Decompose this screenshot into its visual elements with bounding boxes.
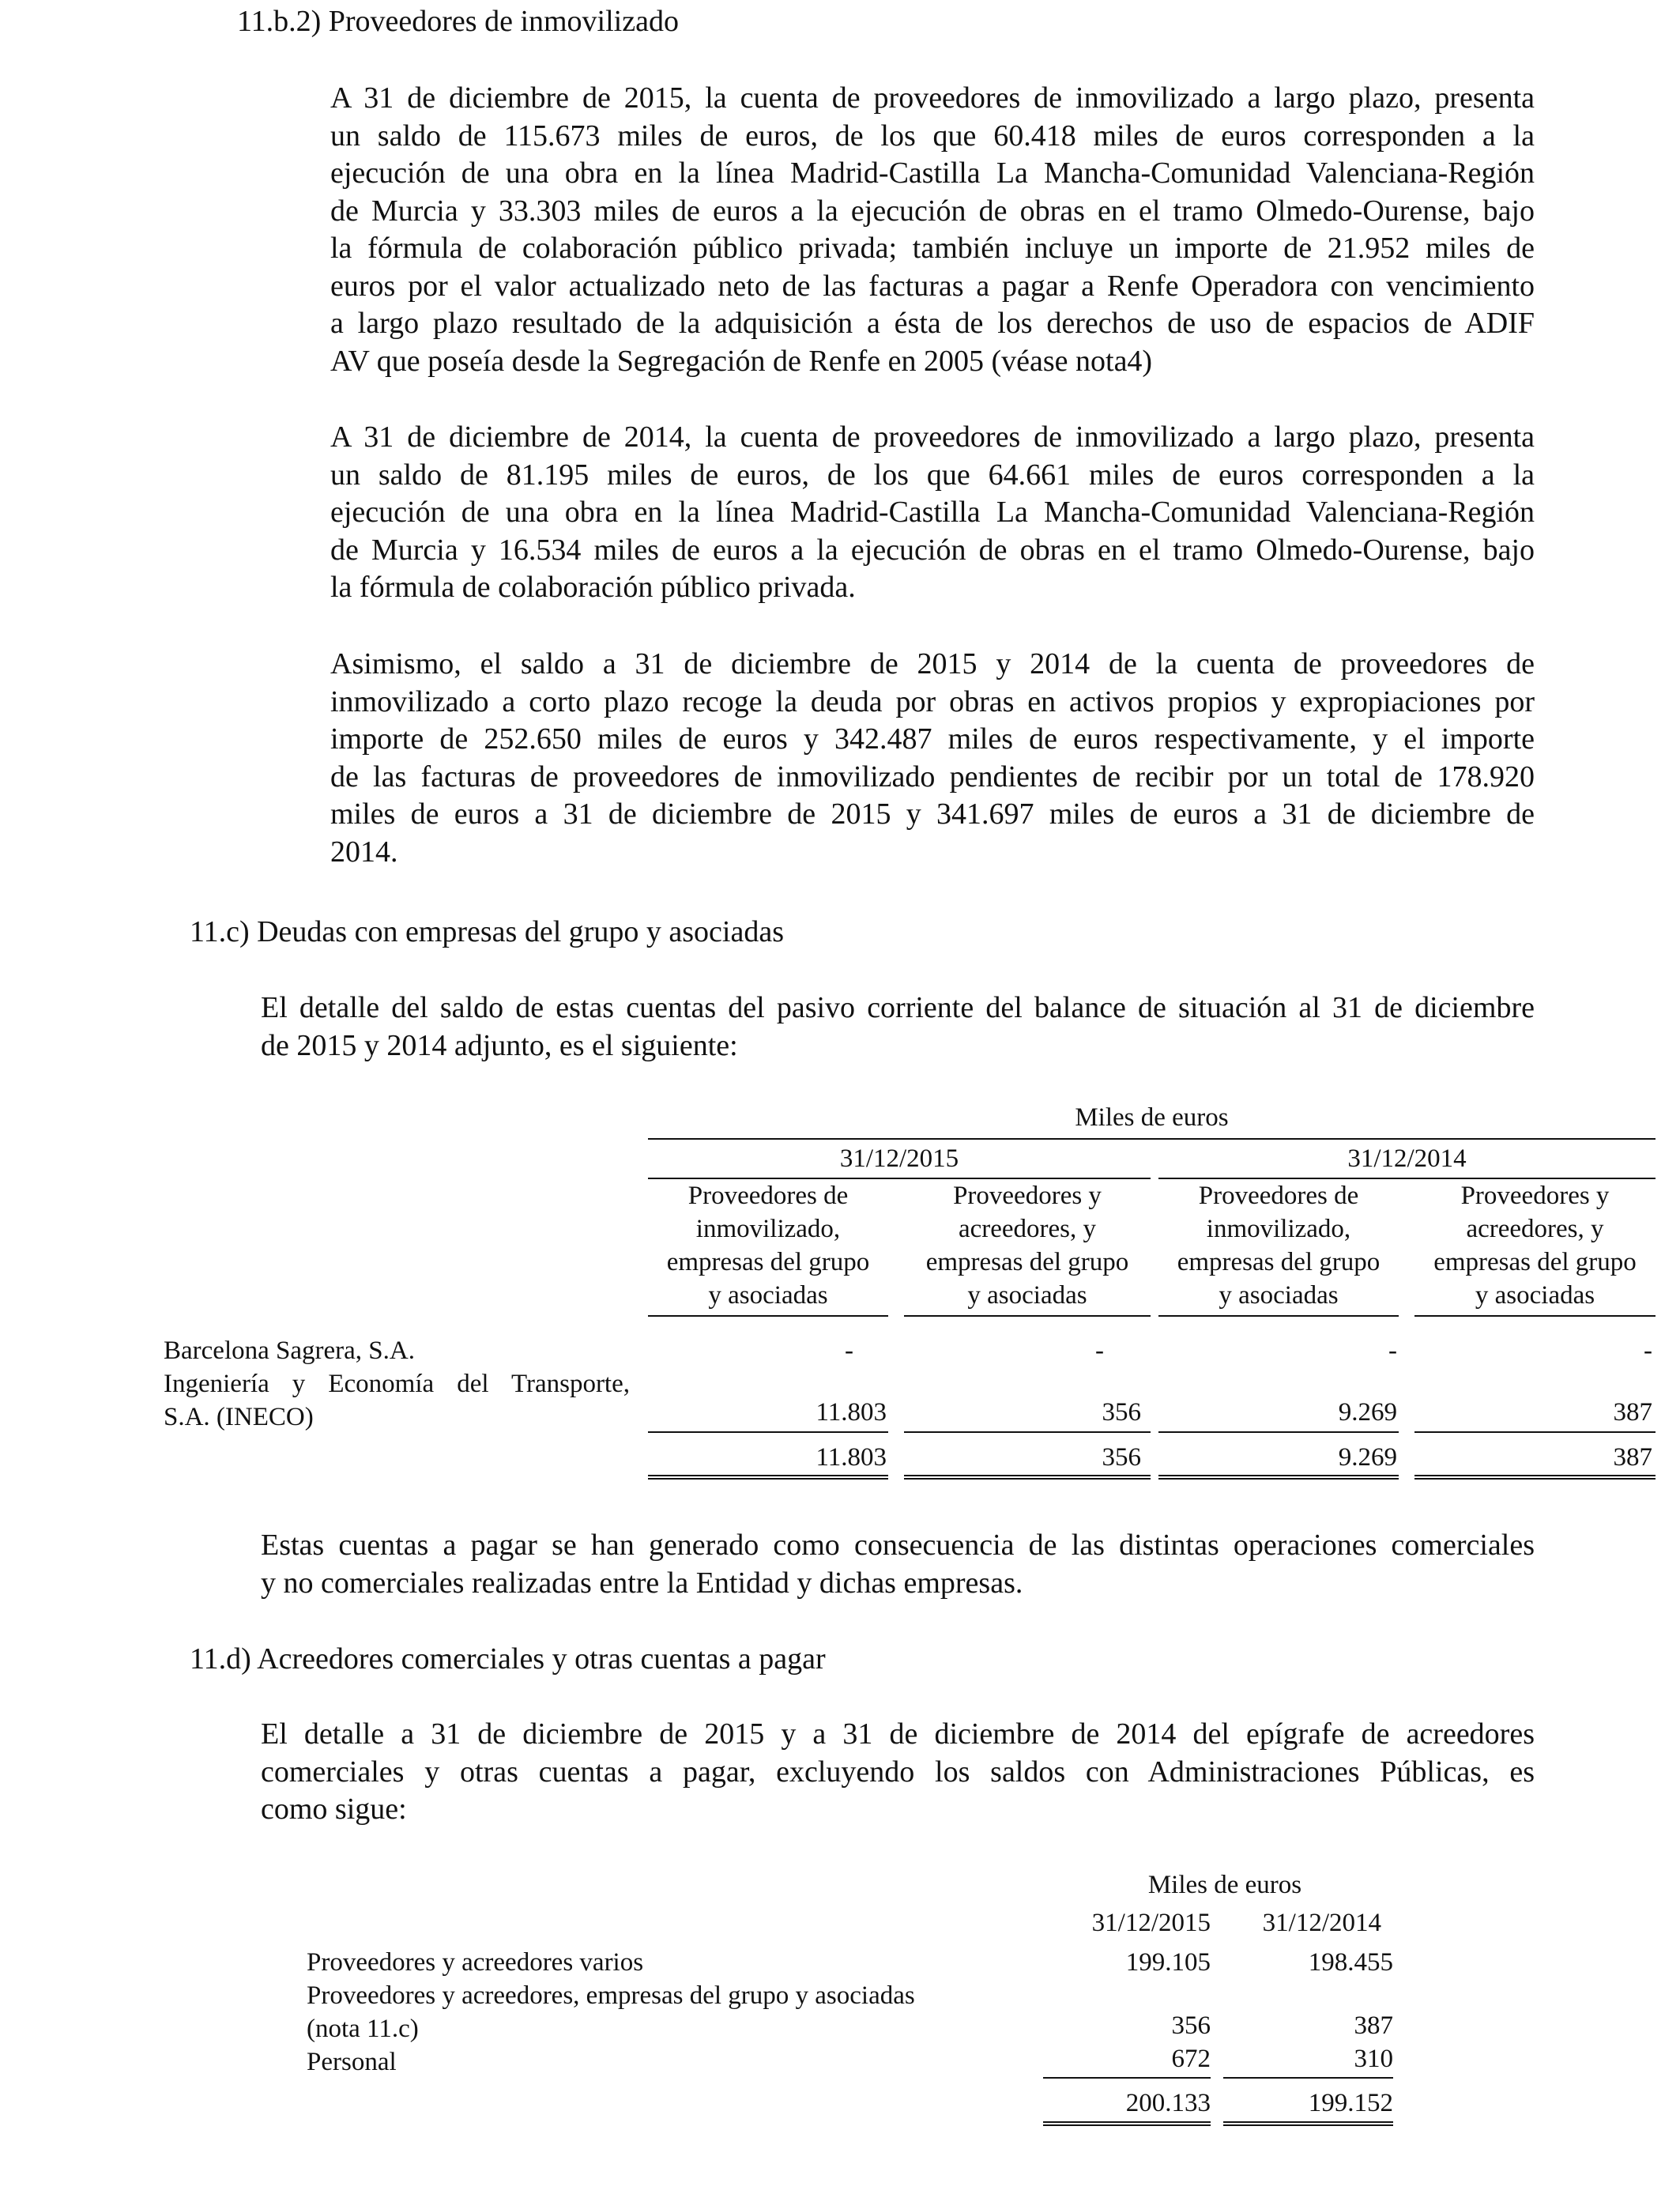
text-line: miles de euros a 31 de diciembre de 2015 y 341.697 miles de euros a 31 de diciembre de xyxy=(330,797,1535,831)
text-line: la fórmula de colaboración público privada. xyxy=(330,571,856,604)
text-line: de las facturas de proveedores de inmovilizado pendientes de recibir por un total de 178.920 xyxy=(330,760,1535,794)
cell-value: 199.105 xyxy=(1125,1948,1211,1977)
col-header-inmovilizado-2014: Proveedores de inmovilizado, empresas del grupo y asociadas xyxy=(1177,1182,1381,1310)
paragraph-b2-2015 xyxy=(330,80,1535,380)
col-rule xyxy=(904,1315,1151,1317)
text-line: como sigue: xyxy=(261,1793,407,1826)
total-double-rule xyxy=(1414,1475,1656,1480)
text-line: comerciales y otras cuentas a pagar, excluyendo los saldos con Administraciones Públicas, es xyxy=(261,1755,1535,1789)
subtotal-rule xyxy=(648,1431,888,1433)
cell-value: - xyxy=(845,1336,853,1365)
year-header-2014: 31/12/2014 xyxy=(1347,1144,1467,1173)
subtotal-rule xyxy=(1158,1431,1399,1433)
unit-header: Miles de euros xyxy=(1075,1103,1229,1132)
text-line: AV que poseía desde la Segregación de Renfe en 2005 (véase nota4) xyxy=(330,344,1153,378)
cell-value: 310 xyxy=(1354,2045,1393,2073)
text-line: a largo plazo resultado de la adquisición a ésta de los derechos de uso de espacios de ADIF xyxy=(330,307,1535,340)
paragraph-b2-2014 xyxy=(330,419,1535,607)
text-line: A 31 de diciembre de 2015, la cuenta de proveedores de inmovilizado a largo plazo, presenta xyxy=(330,81,1535,115)
text-line: A 31 de diciembre de 2014, la cuenta de proveedores de inmovilizado a largo plazo, presenta xyxy=(330,420,1535,454)
text-line: El detalle a 31 de diciembre de 2015 y a 31 de diciembre de 2014 del epígrafe de acreedores xyxy=(261,1717,1535,1751)
subtotal-rule xyxy=(904,1431,1151,1433)
subtotal-rule xyxy=(1043,2077,1211,2079)
cell-value: 356 xyxy=(1102,1398,1141,1427)
cell-value: 387 xyxy=(1354,2011,1393,2040)
paragraph-c-intro xyxy=(261,990,1535,1065)
section-heading-11c: 11.c) Deudas con empresas del grupo y asociadas xyxy=(190,915,785,948)
cell-value: 387 xyxy=(1613,1398,1652,1427)
subtotal-rule xyxy=(1223,2077,1393,2079)
cell-value: - xyxy=(1388,1336,1397,1365)
total-double-rule xyxy=(1158,1475,1399,1480)
col-rule xyxy=(648,1315,888,1317)
paragraph-d-intro xyxy=(261,1716,1535,1829)
text-line: inmovilizado a corto plazo recoge la deuda por obras en activos propios y expropiaciones por xyxy=(330,684,1535,718)
text-line: un saldo de 115.673 miles de euros, de los que 60.418 miles de euros corresponden a la xyxy=(330,119,1535,153)
total-double-rule xyxy=(1223,2121,1393,2126)
row-label: Barcelona Sagrera, S.A. xyxy=(164,1336,415,1365)
total-double-rule xyxy=(904,1475,1151,1480)
subtotal-rule xyxy=(1414,1431,1656,1433)
total-double-rule xyxy=(1043,2121,1211,2126)
paragraph-c-outro xyxy=(261,1527,1535,1602)
row-label: Proveedores y acreedores, empresas del grupo y asociadas xyxy=(307,1981,915,2010)
total-value: 199.152 xyxy=(1308,2089,1393,2117)
text-line: 2014. xyxy=(330,835,398,869)
cell-value: 9.269 xyxy=(1338,1398,1397,1427)
text-line: ejecución de una obra en la línea Madrid-Castilla La Mancha-Comunidad Valenciana-Región xyxy=(330,496,1535,529)
total-double-rule xyxy=(648,1475,888,1480)
cell-value: 356 xyxy=(1171,2011,1211,2040)
total-value: 356 xyxy=(1102,1443,1141,1472)
paragraph-b2-corto-plazo xyxy=(330,646,1535,871)
text-line: la fórmula de colaboración público privada; también incluye un importe de 21.952 miles de xyxy=(330,232,1535,265)
col-rule xyxy=(1158,1315,1399,1317)
year-header-2015: 31/12/2015 xyxy=(1091,1909,1211,1937)
text-line: un saldo de 81.195 miles de euros, de los que 64.661 miles de euros corresponden a la xyxy=(330,458,1535,492)
total-value: 9.269 xyxy=(1338,1443,1397,1472)
cell-value: - xyxy=(1644,1336,1652,1365)
total-value: 11.803 xyxy=(816,1443,887,1472)
col-header-acreedores-2015: Proveedores y acreedores, y empresas del grupo y asociadas xyxy=(925,1182,1129,1310)
text-line: de 2015 y 2014 adjunto, es el siguiente: xyxy=(261,1028,738,1062)
col-rule xyxy=(1414,1315,1656,1317)
text-line: ejecución de una obra en la línea Madrid-Castilla La Mancha-Comunidad Valenciana-Región xyxy=(330,156,1535,190)
row-label: (nota 11.c) xyxy=(307,2015,419,2043)
text-line: y no comerciales realizadas entre la Entidad y dichas empresas. xyxy=(261,1566,1023,1600)
row-label: Proveedores y acreedores varios xyxy=(307,1948,644,1977)
col-header-inmovilizado-2015: Proveedores de inmovilizado, empresas del grupo y asociadas xyxy=(666,1182,870,1310)
unit-header: Miles de euros xyxy=(1147,1871,1302,1899)
header-rule xyxy=(648,1138,1656,1140)
year-header-2014: 31/12/2014 xyxy=(1262,1909,1381,1937)
total-value: 387 xyxy=(1613,1443,1652,1472)
row-label: Ingeniería y Economía del Transporte, xyxy=(164,1370,630,1398)
cell-value: 198.455 xyxy=(1308,1948,1393,1977)
total-value: 200.133 xyxy=(1125,2089,1211,2117)
text-line: importe de 252.650 miles de euros y 342.487 miles de euros respectivamente, y el importe xyxy=(330,722,1535,756)
row-label: Personal xyxy=(307,2048,397,2076)
section-heading-11b2: 11.b.2) Proveedores de inmovilizado xyxy=(237,5,679,38)
cell-value: - xyxy=(1095,1336,1104,1365)
text-line: de Murcia y 33.303 miles de euros a la ejecución de obras en el tramo Olmedo-Ourense, bajo xyxy=(330,194,1535,228)
text-line: El detalle del saldo de estas cuentas del pasivo corriente del balance de situación al 31 de diciembre xyxy=(261,991,1535,1024)
text-line: Estas cuentas a pagar se han generado como consecuencia de las distintas operaciones comerciales xyxy=(261,1529,1535,1562)
year-header-2015: 31/12/2015 xyxy=(839,1144,959,1173)
section-heading-11d: 11.d) Acreedores comerciales y otras cuentas a pagar xyxy=(190,1642,826,1676)
cell-value: 11.803 xyxy=(816,1398,887,1427)
row-label: S.A. (INECO) xyxy=(164,1403,314,1431)
text-line: euros por el valor actualizado neto de las facturas a pagar a Renfe Operadora con vencimiento xyxy=(330,269,1535,303)
cell-value: 672 xyxy=(1171,2045,1211,2073)
text-line: de Murcia y 16.534 miles de euros a la ejecución de obras en el tramo Olmedo-Ourense, bajo xyxy=(330,533,1535,567)
text-line: Asimismo, el saldo a 31 de diciembre de 2015 y 2014 de la cuenta de proveedores de xyxy=(330,647,1535,680)
col-header-acreedores-2014: Proveedores y acreedores, y empresas del grupo y asociadas xyxy=(1433,1182,1637,1310)
